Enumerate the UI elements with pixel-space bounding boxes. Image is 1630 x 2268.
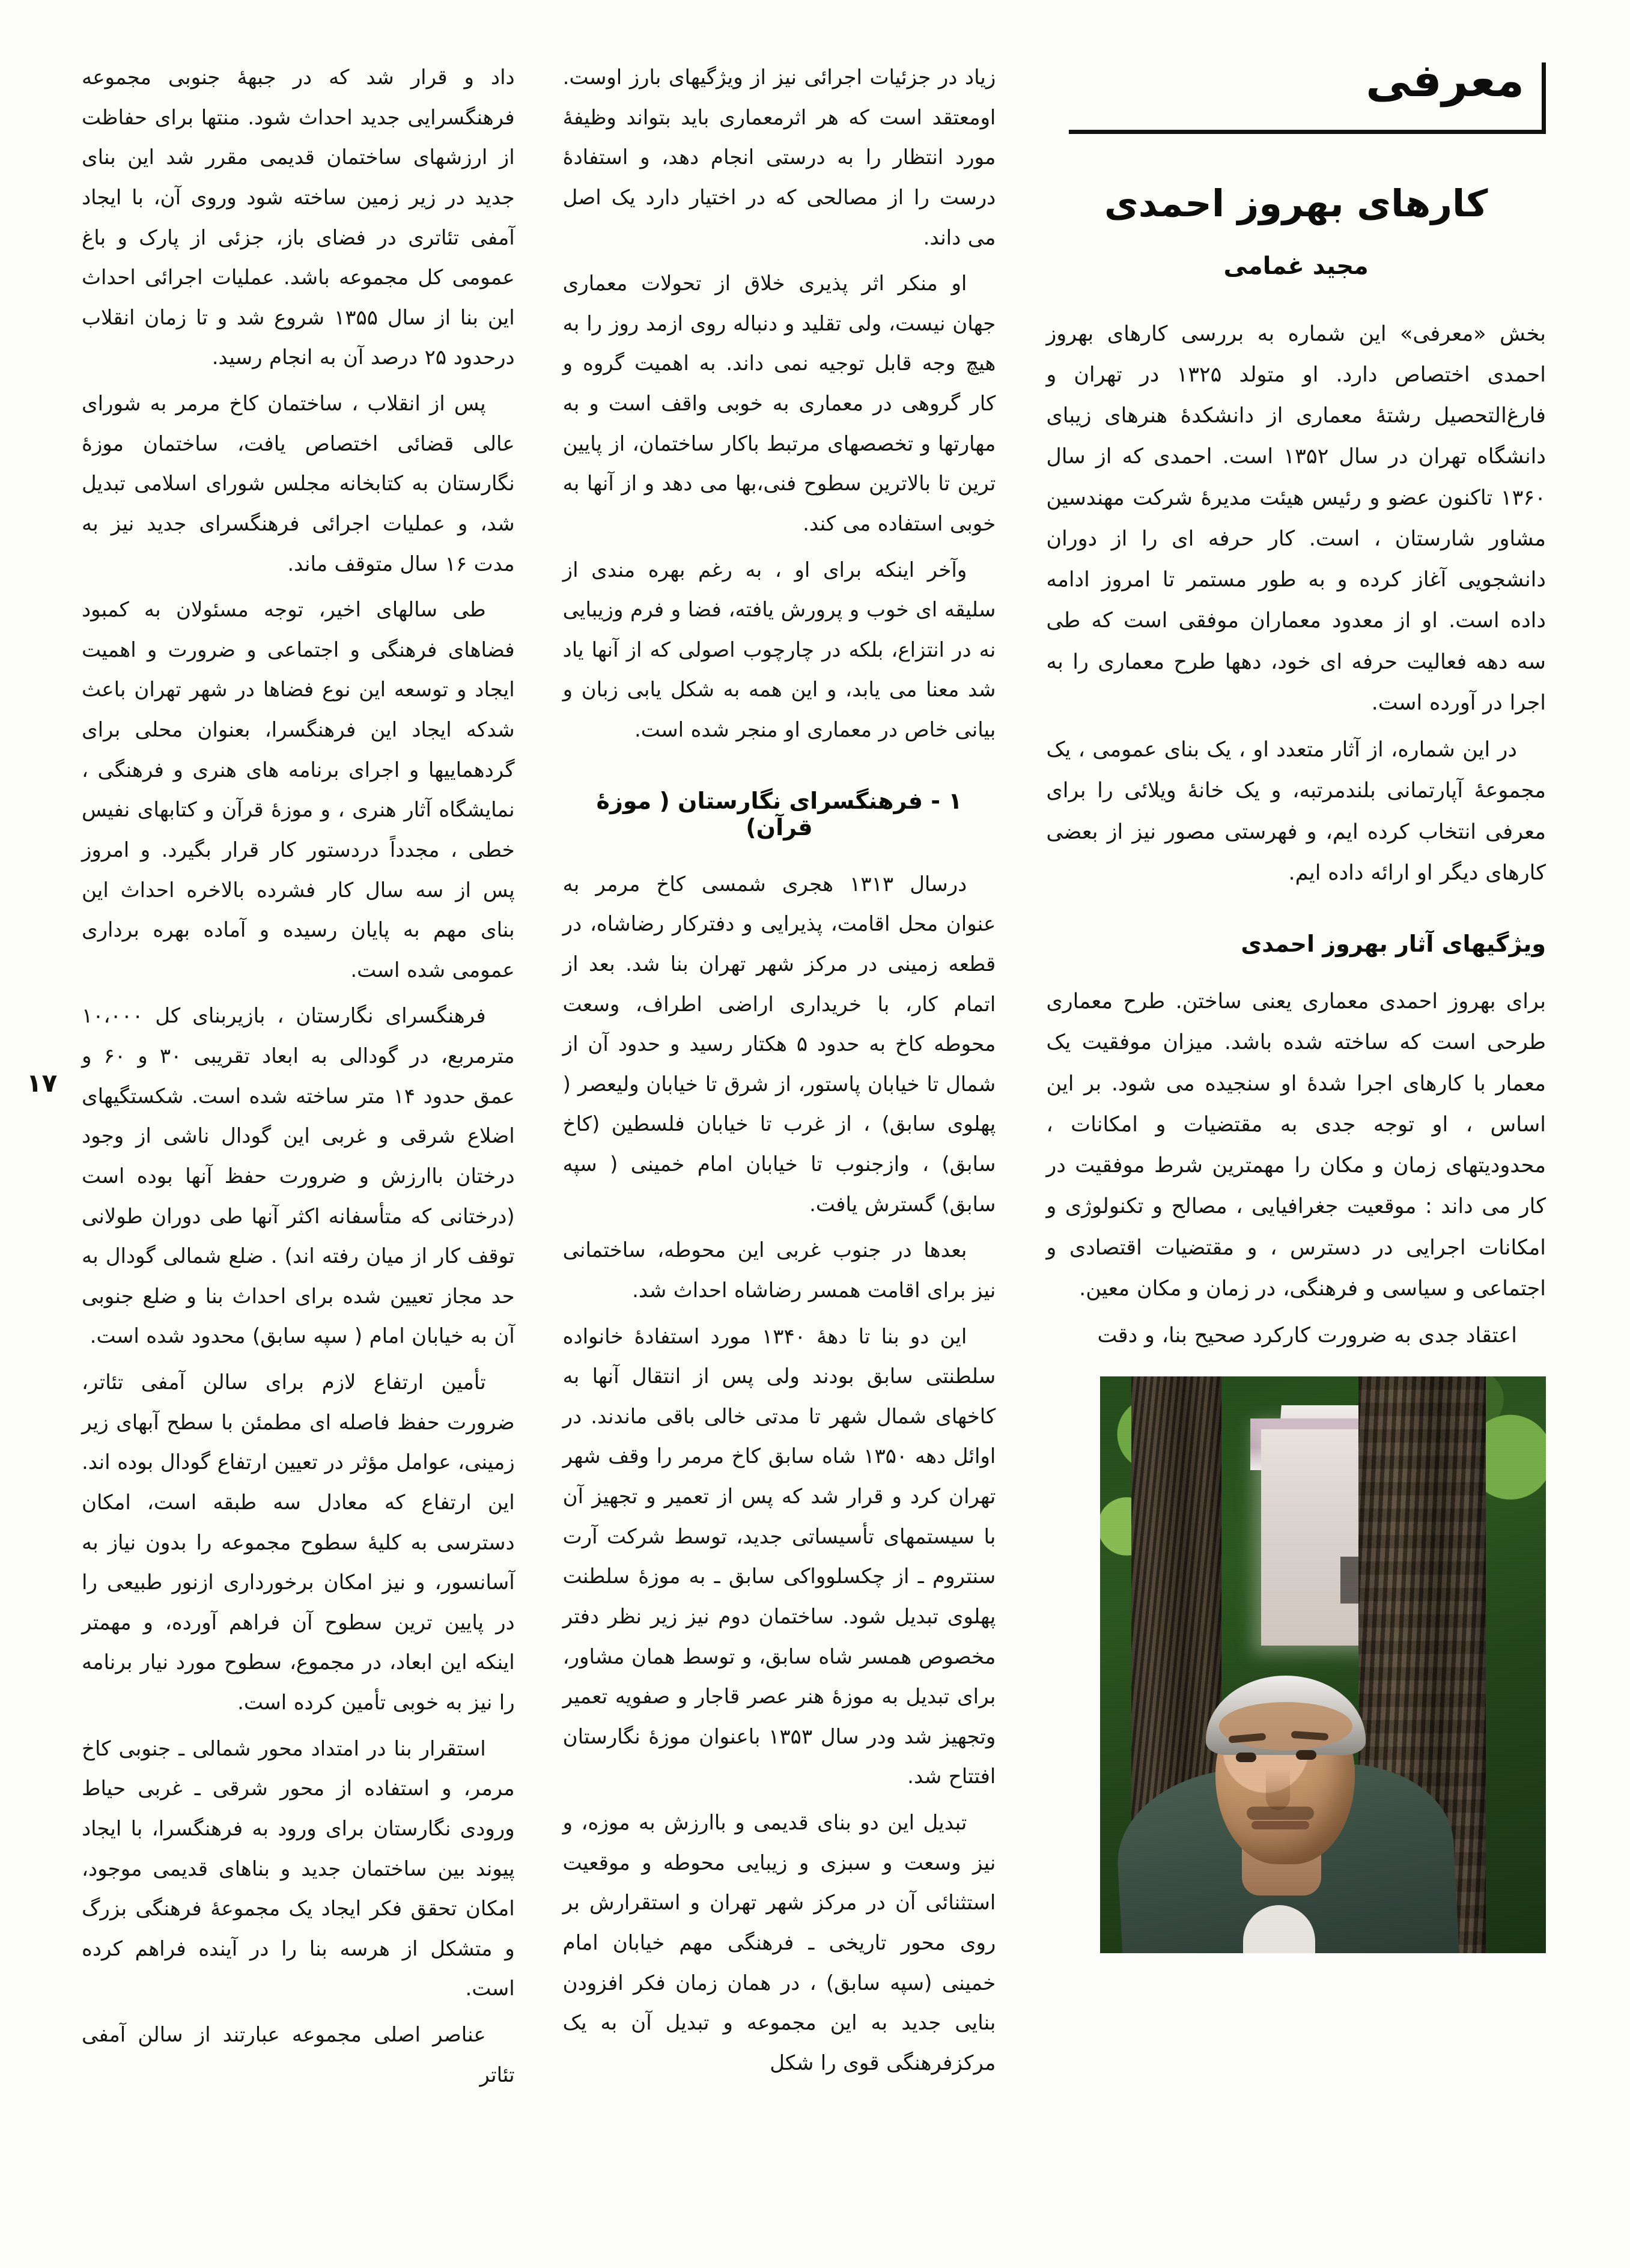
paragraph: درسال ۱۳۱۳ هجری شمسی کاخ مرمر به عنوان محل اقامت، پذیرایی و دفترکار رضاشاه، در قطعه زمینی در مرکز شهر تهران بنا شد. بعد از اتمام کار، با خریداری اراضی اطراف، وسعت محوطه کاخ به حدود ۵ هکتار رسید و حدود آن از شمال تا خیابان پاستور، از شرق تا خیابان ولیعصر ( پهلوی سابق) ، از غرب تا خیابان فلسطین (کاخ سابق) ، وازجنوب تا خیابان امام خمینی ( سپه سابق) گسترش یافت. xyxy=(562,872,996,1217)
paragraph: در این شماره، از آثار متعدد او ، یک بنای عمومی ، یک مجموعهٔ آپارتمانی بلندمرتبه، و یک خانهٔ ویلائی را برای معرفی انتخاب کرده ایم، و فهرستی مصور نیز از بعضی کارهای دیگر او ارائه داده ایم. xyxy=(1046,738,1546,885)
paragraph: پس از انقلاب ، ساختمان کاخ مرمر به شورای عالی قضائی اختصاص یافت، ساختمان موزهٔ نگارستان به کتابخانه مجلس شورای اسلامی تبدیل شد، و عملیات اجرائی فرهنگسرای جدید نیز به مدت ۱۶ سال متوقف ماند. xyxy=(82,392,515,576)
photo-grain-overlay xyxy=(1100,1376,1546,1953)
article-author: مجید غمامی xyxy=(1223,252,1369,280)
portrait-photo xyxy=(1100,1376,1546,1953)
paragraph: وآخر اینکه برای او ، به رغم بهره مندی از سلیقه ای خوب و پرورش یافته، فضا و فرم وزیبایی نه در انتزاع، بلکه در چارچوب اصولی که از آنها یاد شد معنا می یابد، و این همه به شکل یابی زبان و بیانی خاص در معماری او منجر شده است. xyxy=(562,558,996,742)
paragraph: تبدیل این دو بنای قدیمی و باارزش به موزه، و نیز وسعت و سبزی و زیبایی محوطه و موقعیت استثنائی آن در مرکز شهر تهران و استقرارش بر روی محور تاریخی ـ فرهنگی مهم خیابان امام خمینی (سپه سابق) ، در همان زمان فکر افزودن بنایی جدید به این مجموعه و تبدیل آن به یک مرکزفرهنگی قوی را شکل xyxy=(562,1811,996,2075)
masthead-horizontal-rule xyxy=(1069,130,1546,134)
paragraph: داد و قرار شد که در جبههٔ جنوبی مجموعه فرهنگسرایی جدید احداث شود. منتها برای حفاظت از ارزشهای ساختمان قدیمی مقرر شد این بنای جدید در زیر زمین ساخته شود وروی آن، با ایجاد آمفی تئاتری در فضای باز، جزئی از پارک و باغ عمومی کل مجموعه باشد. عملیات اجرائی احداث این بنا از سال ۱۳۵۵ شروع شد و تا زمان انقلاب درحدود ۲۵ درصد آن به انجام رسید. xyxy=(82,65,515,370)
photo-canvas xyxy=(1100,1376,1546,1953)
page-number: ۱۷ xyxy=(26,1068,58,1098)
paragraph: عناصر اصلی مجموعه عبارتند از سالن آمفی تئاتر xyxy=(82,2023,515,2087)
paragraph: این دو بنا تا دههٔ ۱۳۴۰ مورد استفادهٔ خانواده سلطنتی سابق بودند ولی پس از انتقال آنها به کاخهای شمال شهر تا مدتی خالی باقی ماندند. در اوائل دهه ۱۳۵۰ شاه سابق کاخ مرمر را وقف شهر تهران کرد و قرار شد که پس از تعمیر و تجهیز آن با سیستمهای تأسیساتی جدید، توسط شرکت آرت سنتروم ـ از چکسلوواکی سابق ـ به موزهٔ سلطنت پهلوی تبدیل شود. ساختمان دوم نیز زیر نظر دفتر مخصوص همسر شاه سابق، و توسط همان مشاور، برای تبدیل به موزهٔ هنر عصر قاجار و صفویه تعمیر وتجهیز شد ودر سال ۱۳۵۳ باعنوان موزهٔ نگارستان افتتاح شد. xyxy=(562,1324,996,1789)
three-column-layout xyxy=(71,53,1559,2196)
section-subhead: ویژگیهای آثار بهروز احمدی xyxy=(1241,931,1546,957)
column-right xyxy=(1020,53,1559,2196)
column-middle xyxy=(539,58,1020,2196)
paragraph: اعتقاد جدی به ضرورت کارکرد صحیح بنا، و دقت xyxy=(1097,1324,1517,1348)
section-subhead: ۱ - فرهنگسرای نگارستان ( موزهٔ قرآن) xyxy=(596,787,962,841)
paragraph: بخش «معرفی» این شماره به بررسی کارهای بهروز احمدی اختصاص دارد. او متولد ۱۳۲۵ در تهران و فارغ‌التحصیل رشتهٔ معماری از دانشکدهٔ هنرهای زیبای دانشگاه تهران در سال ۱۳۵۲ است. احمدی که از سال ۱۳۶۰ تاکنون عضو و رئیس هیئت مدیرهٔ شرکت مهندسین مشاور شارستان ، است. کار حرفه ای را از دوران دانشجویی آغاز کرده و به طور مستمر تا امروز ادامه داده است. او از معدود معماران موفقی است که طی سه دهه فعالیت حرفه ای خود، دهها طرح معماری را به اجرا در آورده است. xyxy=(1046,321,1546,715)
section-label: معرفی xyxy=(1366,53,1524,107)
paragraph: بعدها در جنوب غربی این محوطه، ساختمانی نیز برای اقامت همسر رضاشاه احداث شد. xyxy=(562,1238,996,1303)
paragraph: زیاد در جزئیات اجرائی نیز از ویژگیهای بارز اوست. اومعتقد است که هر اثرمعماری باید بتواند وظیفهٔ مورد انتظار را به درستی انجام دهد، و استفادهٔ درست را از مصالحی که در اختیار دارد یک اصل می داند. xyxy=(562,65,996,250)
column-left xyxy=(71,58,539,2196)
page-title: کارهای بهروز احمدی xyxy=(1104,181,1488,225)
paragraph: استقرار بنا در امتداد محور شمالی ـ جنوبی کاخ مرمر، و استفاده از محور شرقی ـ غربی حیاط ورودی نگارستان برای ورود به فرهنگسرا، با ایجاد پیوند بین ساختمان جدید و بناهای قدیمی موجود، امکان تحقق فکر ایجاد یک مجموعهٔ فرهنگی بزرگ و متشکل از هرسه بنا را در آینده فراهم کرده است. xyxy=(82,1736,515,2001)
paragraph: فرهنگسرای نگارستان ، بازیربنای کل ۱۰،۰۰۰ مترمربع، در گودالی به ابعاد تقریبی ۳۰ و ۶۰ و عمق حدود ۱۴ متر ساخته شده است. شکستگیهای اضلاع شرقی و غربی این گودال ناشی از وجود درختان باارزش و ضرورت حفظ آنها بوده است (درختانی که متأسفانه اکثر آنها طی دوران طولانی توقف کار از میان رفته اند) . ضلع شمالی گودال به حد مجاز تعیین شده برای احداث بنا و ضلع جنوبی آن به خیابان امام ( سپه سابق) محدود شده است. xyxy=(82,1004,515,1349)
paragraph: طی سالهای اخیر، توجه مسئولان به کمبود فضاهای فرهنگی و اجتماعی و ضرورت و اهمیت ایجاد و توسعه این نوع فضاها در شهر تهران باعث شدکه ایجاد این فرهنگسرا، بعنوان محلی برای گردهماییها و اجرای برنامه های هنری و فرهنگی ، نمایشگاه آثار هنری ، و موزهٔ قرآن و کتابهای نفیس خطی ، مجدداً دردستور کار قرار بگیرد. و امروز پس از سه سال کار فشرده بالاخره احداث این بنای مهم به پایان رسیده و آماده بهره برداری عمومی شده است. xyxy=(82,598,515,982)
paragraph: تأمین ارتفاع لازم برای سالن آمفی تئاتر، ضرورت حفظ فاصله ای مطمئن با سطح آبهای زیر زمینی، عوامل مؤثر در تعیین ارتفاع گودال بوده اند. این ارتفاع که معادل سه طبقه است، امکان دسترسی به کلیهٔ سطوح مجموعه را بدون نیاز به آسانسور، و نیز امکان برخورداری ازنور طبیعی را در پایین ترین سطوح آن فراهم آورده، و مهمتر اینکه این ابعاد، در مجموع، سطوح مورد نیار برنامه را نیز به خوبی تأمین کرده است. xyxy=(82,1370,515,1715)
paragraph: او منکر اثر پذیری خلاق از تحولات معماری جهان نیست، ولی تقلید و دنباله روی ازمد روز را به هیچ وجه قابل توجیه نمی داند. به اهمیت گروه و کار گروهی در معماری به خوبی واقف است و به مهارتها و تخصصهای مرتبط باکار ساختمان، از پایین ترین تا بالاترین سطوح فنی،بها می دهد و از آنها به خوبی استفاده می کند. xyxy=(562,272,996,536)
paragraph: برای بهروز احمدی معماری یعنی ساختن. طرح معماری طرحی است که ساخته شده باشد. میزان موفقیت یک معمار با کارهای اجرا شدهٔ او سنجیده می شود. بر این اساس ، او توجه جدی به مقتضیات و امکانات ، محدودیتهای زمان و مکان را مهمترین شرط موفقیت در کار می داند : موقعیت جغرافیایی ، مصالح و تکنولوژی و امکانات اجرایی در دسترس ، و مقتضیات اقتصادی و اجتماعی و سیاسی و فرهنگی، در زمان و مکان معین. xyxy=(1046,990,1546,1301)
masthead xyxy=(1046,53,1546,160)
masthead-vertical-rule xyxy=(1542,62,1546,133)
